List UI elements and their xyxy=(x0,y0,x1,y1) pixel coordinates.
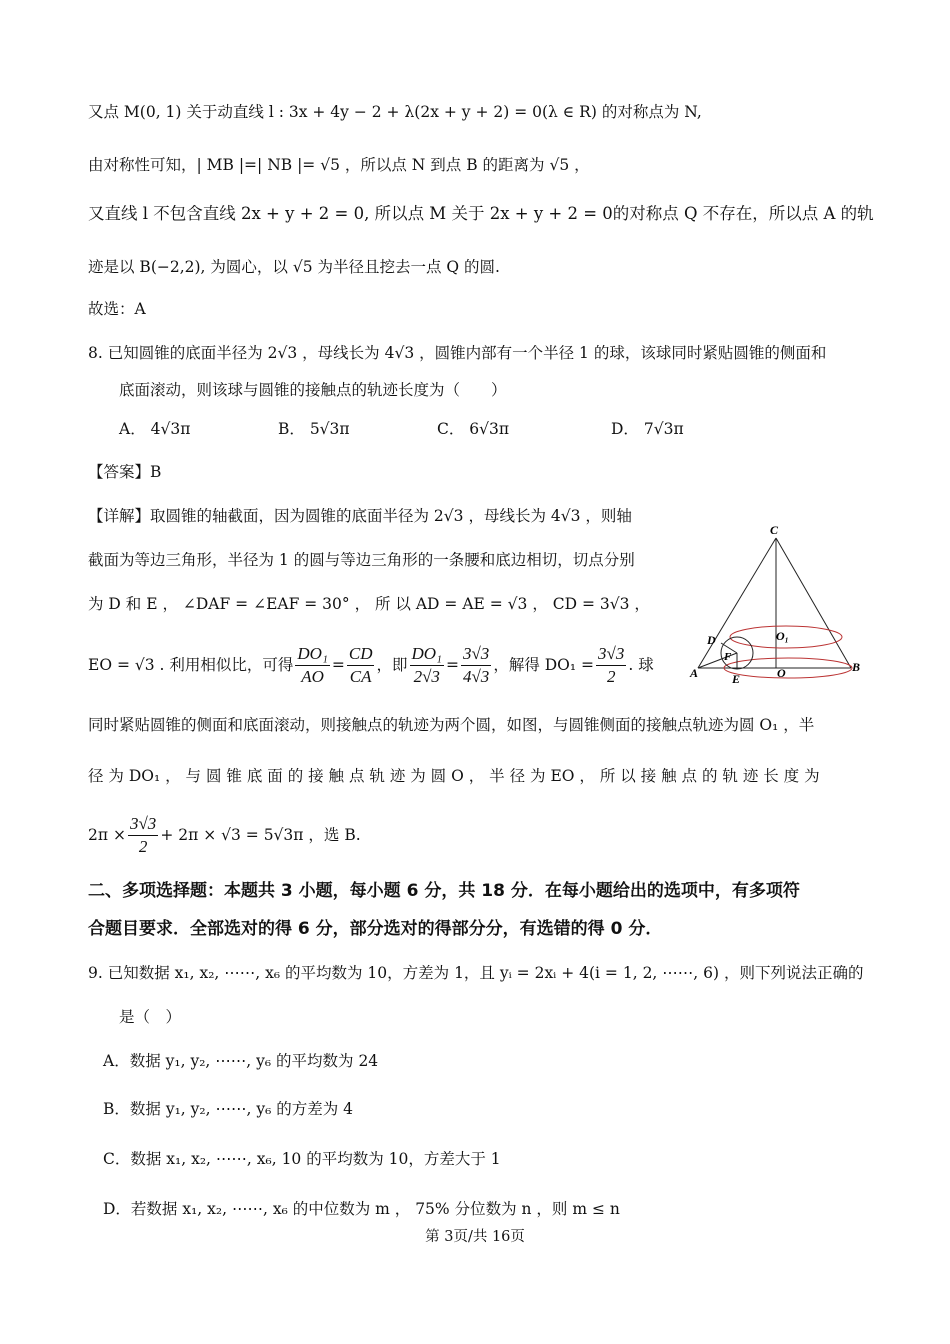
fraction-numerator: DO₁ xyxy=(295,643,329,666)
solution-line-1: 又点 M(0, 1) 关于动直线 l : 3x + 4y − 2 + λ(2x + y + 2) = 0(λ ∈ R) 的对称点为 N, xyxy=(88,103,702,121)
fraction-denominator: 2 xyxy=(138,836,148,856)
fraction-denominator: 2 xyxy=(606,666,616,686)
q9-option-a: A．数据 y₁, y₂, ⋯⋯, y₆ 的平均数为 24 xyxy=(103,1052,379,1070)
q8-option-d: D． 7√3π xyxy=(611,420,684,438)
q8-detail-line-4 xyxy=(88,640,654,690)
q9-option-d: D．若数据 x₁, x₂, ⋯⋯, x₆ 的中位数为 m ， 75% 分位数为 n ，则 m ≤ n xyxy=(103,1200,620,1218)
label-f: F xyxy=(724,651,732,663)
equals-sign: = xyxy=(445,656,459,674)
q8-option-c: C． 6√3π xyxy=(437,420,510,438)
q8-detail-line-6: 径 为 DO₁ ， 与 圆 锥 底 面 的 接 触 点 轨 迹 为 圆 O ， 半 径 为 EO ， 所 以 接 触 点 的 轨 迹 长 度 为 xyxy=(88,767,820,785)
solution-line-4: 迹是以 B(−2,2), 为圆心，以 √5 为半径且挖去一点 Q 的圆. xyxy=(88,258,500,276)
q8-d4-mid: ，即 xyxy=(376,656,408,674)
q8-d4-pre: EO = √3 . 利用相似比，可得 xyxy=(88,656,294,674)
q8-d7-pre: 2π × xyxy=(88,826,126,844)
solution-line-2: 由对称性可知，| MB |=| NB |= √5 ，所以点 N 到点 B 的距离为 √5 ， xyxy=(88,156,590,174)
fraction-do1-ao xyxy=(295,643,329,688)
fraction-numerator: DO₁ xyxy=(410,643,444,666)
q8-detail-line-3: 为 D 和 E ， ∠DAF = ∠EAF = 30° ， 所 以 AD = AE = √3 ， CD = 3√3 ， xyxy=(88,595,650,613)
q8-detail-line-2: 截面为等边三角形，半径为 1 的圆与等边三角形的一条腰和底边相切，切点分别 xyxy=(88,551,635,569)
fraction-numerator: 3√3 xyxy=(461,643,491,666)
fraction-numerator: CD xyxy=(347,643,375,666)
label-d: D xyxy=(707,633,716,647)
q8-answer: 【答案】B xyxy=(88,463,162,481)
q9-option-c: C．数据 x₁, x₂, ⋯⋯, x₆, 10 的平均数为 10，方差大于 1 xyxy=(103,1150,501,1168)
q9-stem-line-2: 是（ ） xyxy=(119,1008,182,1026)
q8-option-a: A． 4√3π xyxy=(119,420,191,438)
edge-ac xyxy=(698,538,776,668)
solution-line-3: 又直线 l 不包含直线 2x + y + 2 = 0, 所以点 M 关于 2x + y + 2 = 0的对称点 Q 不存在，所以点 A 的轨 xyxy=(88,204,874,223)
fraction-3sqrt3-2 xyxy=(128,813,158,858)
label-a: A xyxy=(690,666,699,680)
label-o1: O₁ xyxy=(776,629,789,643)
label-b: B xyxy=(852,660,861,674)
fraction-do1-2sqrt3 xyxy=(410,643,444,688)
choice-line: 故选：A xyxy=(88,300,146,318)
fraction-denominator: 2√3 xyxy=(413,666,440,686)
label-o: O xyxy=(777,666,786,680)
equals-sign: = xyxy=(331,656,345,674)
fraction-3sqrt3-4sqrt3 xyxy=(461,643,491,688)
q8-d4-post: . 球 xyxy=(628,656,654,674)
q8-detail-line-7 xyxy=(88,810,361,860)
q8-d7-post: + 2π × √3 = 5√3π ，选 B. xyxy=(160,826,361,844)
q9-stem-line-1: 9. 已知数据 x₁, x₂, ⋯⋯, x₆ 的平均数为 10，方差为 1，且 yᵢ = 2xᵢ + 4(i = 1, 2, ⋯⋯, 6) ，则下列说法正确的 xyxy=(88,964,864,982)
q8-detail-line-1: 【详解】取圆锥的轴截面，因为圆锥的底面半径为 2√3 ，母线长为 4√3 ，则轴 xyxy=(88,507,632,525)
q8-option-b: B． 5√3π xyxy=(278,420,350,438)
fraction-numerator: 3√3 xyxy=(596,643,626,666)
q8-d4-sol: ，解得 DO₁ = xyxy=(493,656,595,674)
fraction-denominator: 4√3 xyxy=(462,666,490,686)
label-c: C xyxy=(770,523,779,537)
cone-cross-section-figure xyxy=(686,522,866,688)
fraction-denominator: AO xyxy=(301,666,324,686)
fraction-3sqrt3-2 xyxy=(596,643,626,688)
fraction-cd-ca xyxy=(347,643,375,688)
q8-detail-line-5: 同时紧贴圆锥的侧面和底面滚动，则接触点的轨迹为两个圆，如图，与圆锥侧面的接触点轨迹为圆 O₁ ，半 xyxy=(88,716,815,734)
edge-cb xyxy=(776,538,851,668)
q8-stem-line-2: 底面滚动，则该球与圆锥的接触点的轨迹长度为（ ） xyxy=(119,381,507,399)
section-heading-line-2: 合题目要求．全部选对的得 6 分，部分选对的得部分分，有选错的得 0 分． xyxy=(88,919,663,939)
label-e: E xyxy=(732,672,741,686)
q9-option-b: B．数据 y₁, y₂, ⋯⋯, y₆ 的方差为 4 xyxy=(103,1100,354,1118)
fraction-numerator: 3√3 xyxy=(128,813,158,836)
fraction-denominator: CA xyxy=(349,666,372,686)
section-heading-line-1: 二、多项选择题：本题共 3 小题，每小题 6 分，共 18 分．在每小题给出的选项中，有多项符 xyxy=(88,881,800,901)
q8-stem-line-1: 8. 已知圆锥的底面半径为 2√3 ，母线长为 4√3 ，圆锥内部有一个半径 1 的球，该球同时紧贴圆锥的侧面和 xyxy=(88,344,827,362)
page-footer: 第 3页/共 16页 xyxy=(425,1229,525,1245)
